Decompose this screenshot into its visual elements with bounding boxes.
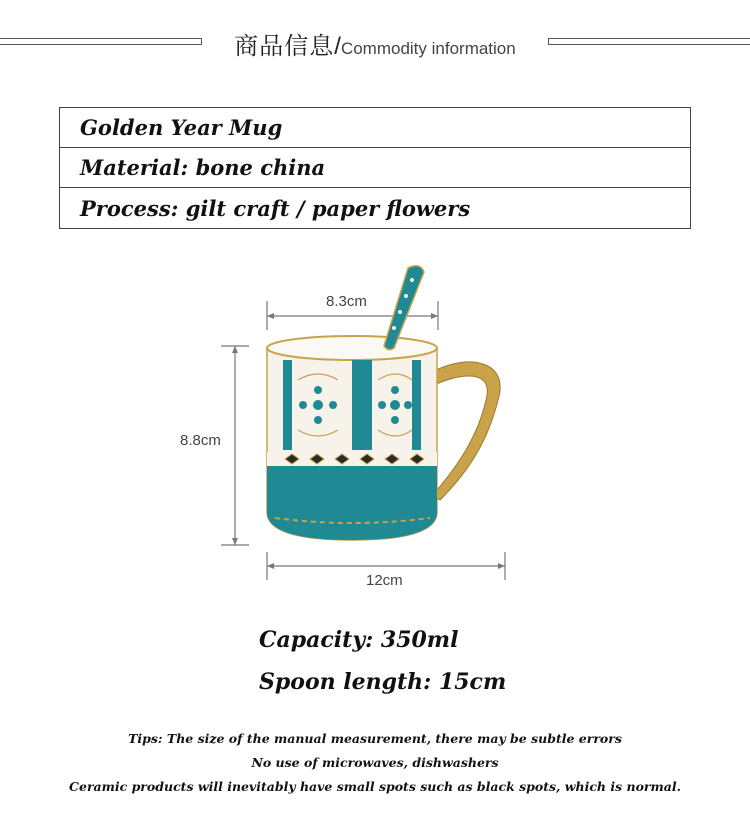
product-name-row: Golden Year Mug [60,108,690,148]
capacity-spec: Capacity: 350ml [259,627,459,653]
process-row: Process: gilt craft / paper flowers [80,195,471,221]
tip-measurement: Tips: The size of the manual measurement, there may be subtle errors [128,731,622,746]
header-separator: / [334,33,341,60]
height-label: 8.8cm [180,432,221,449]
material-row: Material: bone china [60,148,690,188]
tip-spots: Ceramic products will inevitably have small spots such as black spots, which is normal. [69,779,681,794]
top-width-label: 8.3cm [326,293,367,310]
spoon [384,266,424,350]
mug-handle [432,362,500,500]
header-title-en: Commodity information [340,39,516,58]
header-title-zh: 商品信息 [234,32,335,60]
tip-microwave: No use of microwaves, dishwashers [251,755,499,770]
mug-body [267,336,437,540]
total-width-label: 12cm [366,572,403,589]
spoon-length-spec: Spoon length: 15cm [259,669,507,695]
